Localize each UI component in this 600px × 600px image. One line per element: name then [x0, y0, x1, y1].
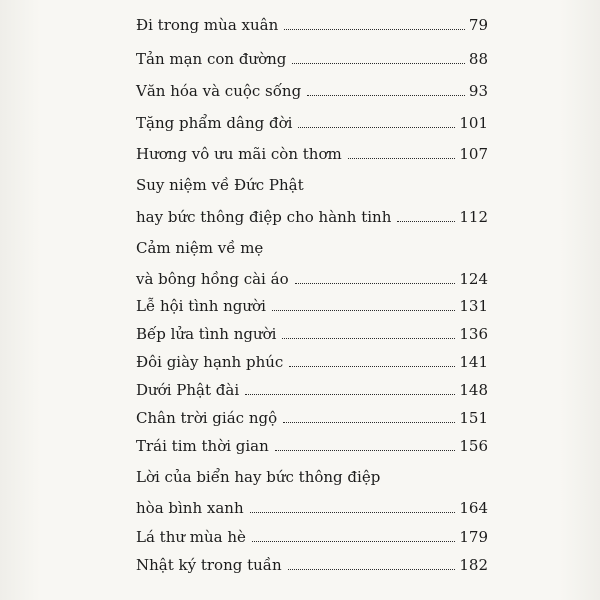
- toc-entry-title: Dưới Phật đài: [136, 381, 240, 399]
- toc-entry-page: 101: [459, 114, 488, 132]
- toc-entry-page: 164: [459, 499, 488, 517]
- dot-leader: [298, 126, 455, 128]
- toc-entry-page: 182: [459, 556, 488, 574]
- dot-leader: [272, 309, 455, 311]
- toc-entry-page: 131: [459, 297, 488, 315]
- toc-entry-title: hay bức thông điệp cho hành tinh: [136, 208, 392, 226]
- toc-entry-page: 79: [468, 16, 488, 34]
- toc-entry-page: 136: [459, 325, 488, 343]
- toc-entry-page: 141: [459, 353, 488, 371]
- toc-entry-title: Bếp lửa tình người: [136, 325, 277, 343]
- toc-entry-title: Cảm niệm về mẹ: [136, 239, 264, 257]
- toc-entry: [136, 4, 488, 34]
- toc-entry-title: Nhật ký trong tuần: [136, 556, 282, 574]
- dot-leader: [282, 337, 455, 339]
- dot-leader: [289, 365, 455, 367]
- toc-entry: [136, 133, 488, 163]
- toc-entry: [136, 258, 488, 288]
- toc-entry-title: Suy niệm về Đức Phật: [136, 176, 304, 194]
- dot-leader: [292, 62, 465, 64]
- dot-leader: [348, 157, 456, 159]
- toc-entry-page: 179: [459, 528, 488, 546]
- toc-entry: [136, 487, 488, 517]
- toc-entry: [136, 369, 488, 399]
- toc-entry: [136, 544, 488, 574]
- toc-entry-page: 88: [468, 50, 488, 68]
- toc-entry-title: Chân trời giác ngộ: [136, 409, 278, 427]
- toc-entry: [136, 313, 488, 343]
- toc-entry: [136, 102, 488, 132]
- toc-entry-title: và bông hồng cài áo: [136, 270, 289, 288]
- toc-entry-title: Lá thư mùa hè: [136, 528, 246, 546]
- dot-leader: [252, 540, 455, 542]
- toc-entry-title: Đôi giày hạnh phúc: [136, 353, 284, 371]
- toc-entry-title: Trái tim thời gian: [136, 437, 269, 455]
- dot-leader: [397, 220, 455, 222]
- toc-entry-title: Lời của biển hay bức thông điệp: [136, 468, 381, 486]
- dot-leader: [283, 421, 455, 423]
- toc-entry: [136, 425, 488, 455]
- toc-entry: [136, 341, 488, 371]
- toc-entry: [136, 38, 488, 68]
- dot-leader: [284, 28, 465, 30]
- toc-entry-title: Tặng phẩm dâng đời: [136, 114, 293, 132]
- toc-entry-page: 107: [459, 145, 488, 163]
- dot-leader: [307, 94, 465, 96]
- dot-leader: [295, 282, 456, 284]
- toc-entry-title: Văn hóa và cuộc sống: [136, 82, 302, 100]
- toc-entry-page: 156: [459, 437, 488, 455]
- toc-entry-title: hòa bình xanh: [136, 499, 244, 517]
- toc-entry: [136, 164, 488, 194]
- dot-leader: [250, 511, 456, 513]
- toc-entry-page: 112: [459, 208, 488, 226]
- toc-entry: [136, 285, 488, 315]
- dot-leader: [245, 393, 455, 395]
- toc-entry-title: Tản mạn con đường: [136, 50, 287, 68]
- toc-entry: [136, 397, 488, 427]
- toc-entry: [136, 196, 488, 226]
- dot-leader: [288, 568, 456, 570]
- toc-entry-title: Đi trong mùa xuân: [136, 16, 279, 34]
- toc-entry-page: 148: [459, 381, 488, 399]
- toc-entry: [136, 227, 488, 257]
- toc-entry: [136, 456, 488, 486]
- dot-leader: [275, 449, 456, 451]
- toc-entry-title: Lễ hội tình người: [136, 297, 266, 315]
- toc-entry-page: 93: [468, 82, 488, 100]
- toc-entry-page: 151: [459, 409, 488, 427]
- toc-entry-page: 124: [459, 270, 488, 288]
- toc-entry: [136, 516, 488, 546]
- toc-entry: [136, 70, 488, 100]
- toc-entry-title: Hương vô ưu mãi còn thơm: [136, 145, 342, 163]
